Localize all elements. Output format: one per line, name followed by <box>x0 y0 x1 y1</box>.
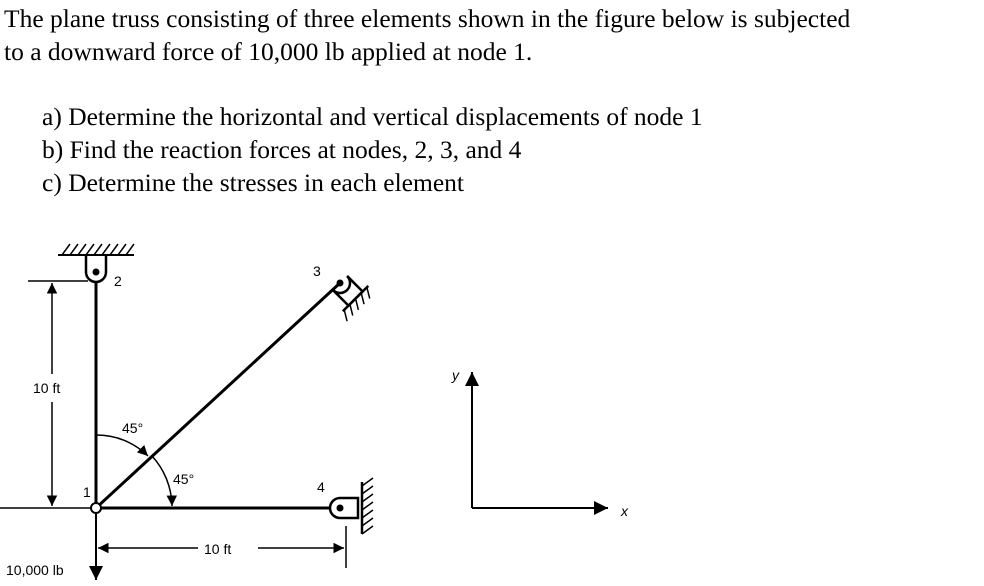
statement-line-2: to a downward force of 10,000 lb applied at node 1. <box>4 37 533 66</box>
angle-lower-label: 45° <box>173 471 195 487</box>
axis-x-label: x <box>621 503 628 519</box>
coordinate-axes <box>472 372 608 508</box>
question-b-label: b) <box>42 135 64 164</box>
question-a-label: a) <box>42 102 62 131</box>
height-dim-label: 10 ft <box>33 380 61 396</box>
angle-arc-upper <box>96 435 148 456</box>
question-a-text: Determine the horizontal and vertical displacements of node 1 <box>68 102 703 131</box>
statement-line-1: The plane truss consisting of three elements shown in the figure below is subjected <box>4 4 851 33</box>
question-b-text: Find the reaction forces at nodes, 2, 3, and 4 <box>69 135 522 164</box>
angle-arc-lower <box>152 456 172 506</box>
axis-y-label: y <box>452 367 459 383</box>
width-dim-label: 10 ft <box>204 541 232 557</box>
question-c-text: Determine the stresses in each element <box>68 168 464 197</box>
support-node-2 <box>58 244 134 282</box>
load-label: 10,000 lb <box>6 562 64 578</box>
node-1-label: 1 <box>83 484 91 500</box>
question-c-label: c) <box>42 168 62 197</box>
node-4-label: 4 <box>317 479 325 495</box>
angle-upper-label: 45° <box>122 420 144 436</box>
support-node-3 <box>322 268 375 321</box>
node-2-label: 2 <box>114 273 122 289</box>
node-3-label: 3 <box>313 263 321 279</box>
element-1-3 <box>96 283 340 508</box>
support-node-4 <box>330 478 373 534</box>
node-1-joint <box>91 503 101 513</box>
